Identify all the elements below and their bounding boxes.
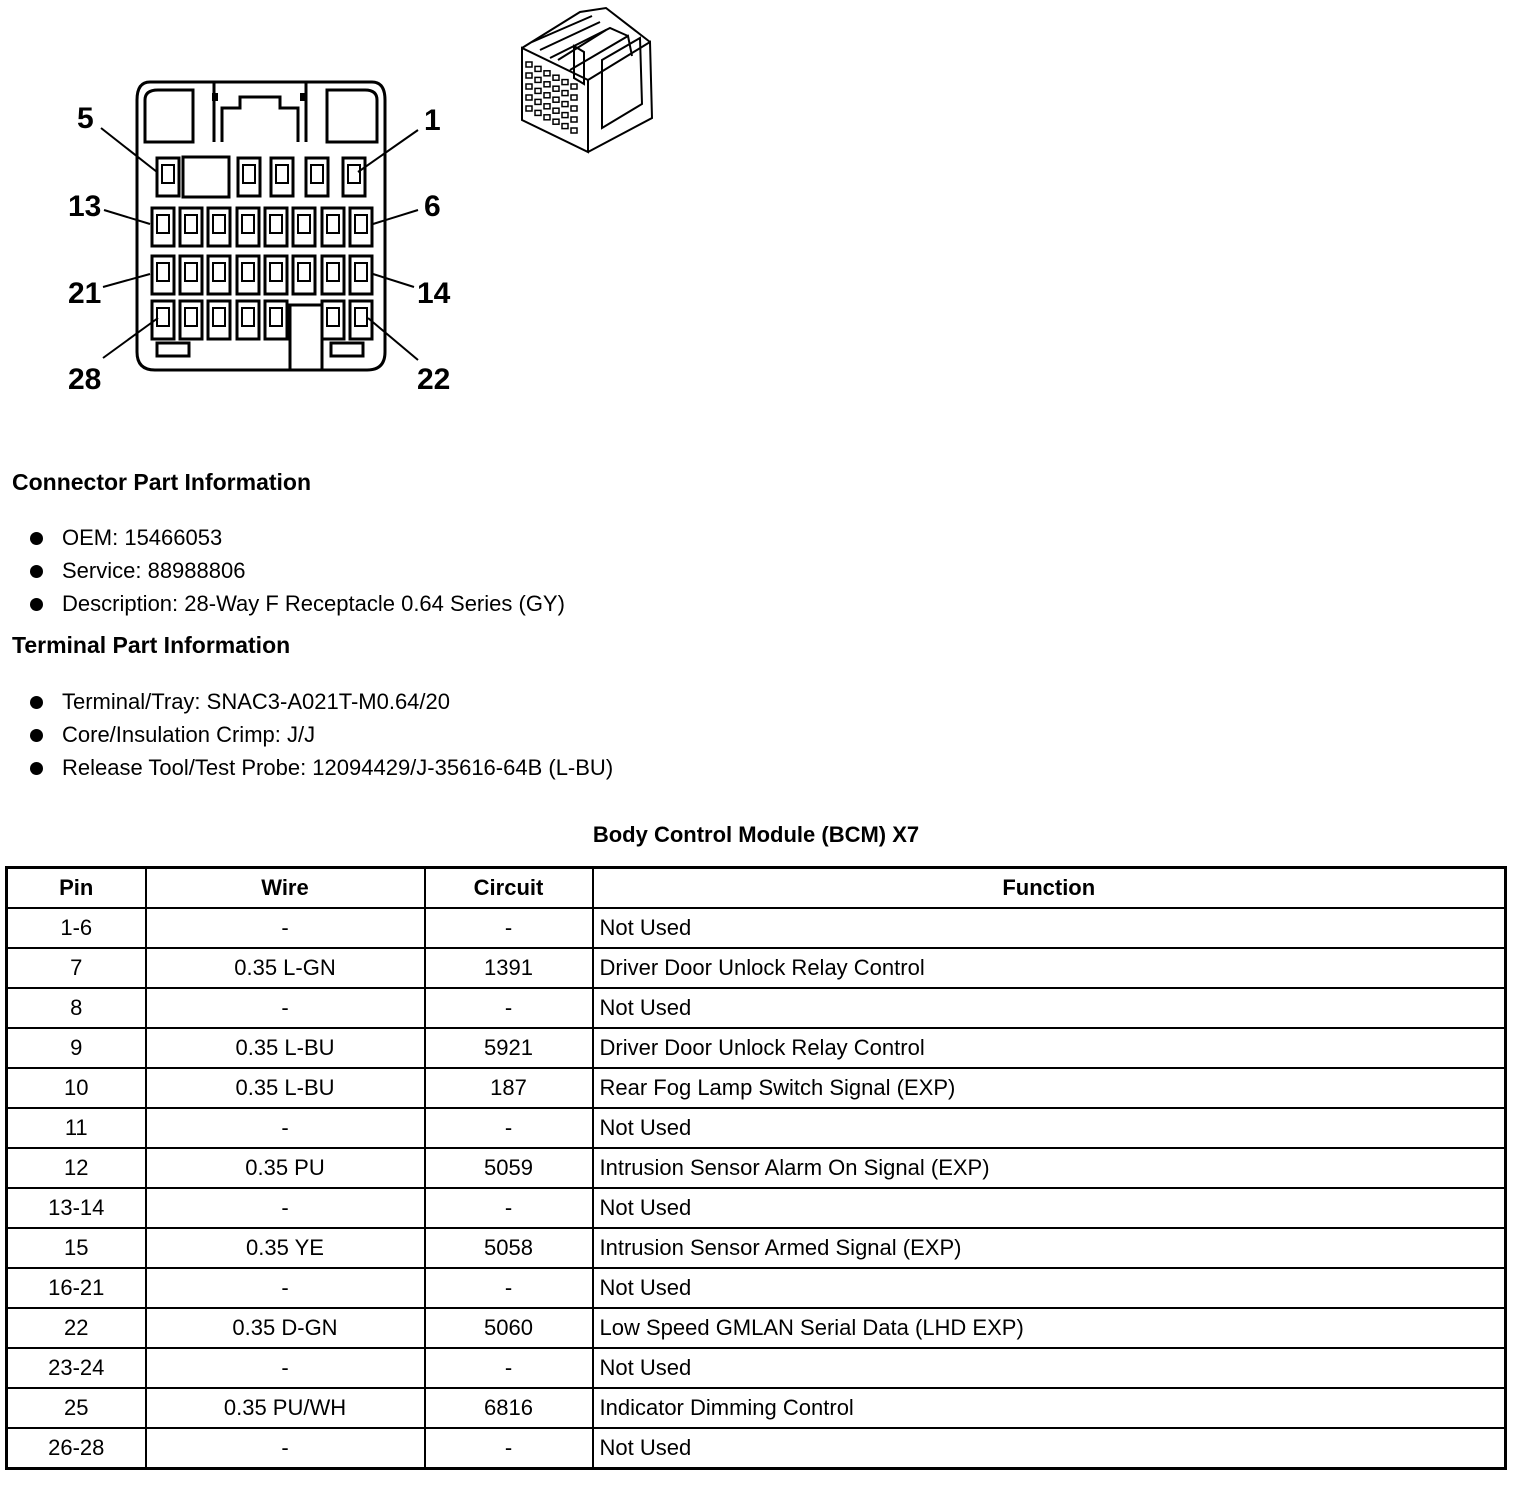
terminal-cavity-contact bbox=[242, 215, 254, 233]
terminal-cavity-contact bbox=[348, 165, 360, 183]
pin-cell: 8 bbox=[7, 988, 146, 1028]
list-item-text: Terminal/Tray: SNAC3-A021T-M0.64/20 bbox=[62, 689, 450, 714]
circuit-cell: 5059 bbox=[425, 1148, 593, 1188]
table-row bbox=[7, 1428, 1506, 1469]
terminal-cavity bbox=[237, 208, 259, 246]
pin-cell: 22 bbox=[7, 1308, 146, 1348]
terminal-cavity-contact bbox=[298, 263, 310, 281]
center-lock-tab bbox=[214, 82, 306, 142]
pin-label-5: 5 bbox=[77, 102, 94, 135]
iso-terminal-cavity bbox=[544, 71, 550, 76]
circuit-cell: 187 bbox=[425, 1068, 593, 1108]
iso-terminal-cavity bbox=[571, 106, 577, 111]
wire-cell: 0.35 PU bbox=[146, 1148, 425, 1188]
bottom-foot-left bbox=[157, 343, 189, 356]
bullet-icon bbox=[30, 565, 43, 578]
iso-terminal-cavity bbox=[544, 93, 550, 98]
wire-cell: - bbox=[146, 988, 425, 1028]
terminal-cavity-contact bbox=[270, 308, 282, 326]
list-item bbox=[30, 753, 613, 786]
terminal-cavity-contact bbox=[243, 165, 255, 183]
list-item-text: Release Tool/Test Probe: 12094429/J-35616-64B (L-BU) bbox=[62, 755, 614, 780]
bottom-foot-right bbox=[331, 343, 363, 356]
terminal-cavity-contact bbox=[157, 308, 169, 326]
list-item-text: Core/Insulation Crimp: J/J bbox=[62, 722, 316, 747]
lock-tab-slot-left bbox=[212, 93, 218, 101]
terminal-cavity-contact bbox=[185, 215, 197, 233]
iso-terminal-cavity bbox=[562, 91, 568, 96]
iso-terminal-cavity bbox=[535, 88, 541, 93]
table-row bbox=[7, 1268, 1506, 1308]
terminal-cavity-contact bbox=[327, 263, 339, 281]
function-cell: Not Used bbox=[593, 1348, 1506, 1388]
list-item bbox=[30, 589, 565, 622]
terminal-cavity-contact bbox=[157, 263, 169, 281]
circuit-cell: 5058 bbox=[425, 1228, 593, 1268]
circuit-cell: - bbox=[425, 908, 593, 948]
table-row bbox=[7, 988, 1506, 1028]
pin-cell: 16-21 bbox=[7, 1268, 146, 1308]
pinout-table-body bbox=[7, 908, 1506, 1469]
wire-cell: 0.35 L-BU bbox=[146, 1028, 425, 1068]
iso-terminal-cavity bbox=[544, 82, 550, 87]
iso-terminal-cavity bbox=[535, 110, 541, 115]
pin-label-13: 13 bbox=[68, 190, 102, 223]
terminal-cavity bbox=[265, 208, 287, 246]
pin-cell: 12 bbox=[7, 1148, 146, 1188]
terminal-cavity bbox=[265, 301, 287, 339]
list-item-text: OEM: 15466053 bbox=[62, 525, 223, 550]
circuit-cell: 5060 bbox=[425, 1308, 593, 1348]
iso-terminal-cavity bbox=[526, 106, 532, 111]
pin-cell: 15 bbox=[7, 1228, 146, 1268]
terminal-cavity bbox=[293, 208, 315, 246]
wire-cell: 0.35 PU/WH bbox=[146, 1388, 425, 1428]
table-row bbox=[7, 1108, 1506, 1148]
circuit-cell: - bbox=[425, 1348, 593, 1388]
circuit-cell: - bbox=[425, 988, 593, 1028]
connector-isometric-diagram bbox=[510, 0, 670, 160]
pin-label-22: 22 bbox=[417, 363, 451, 396]
function-cell: Driver Door Unlock Relay Control bbox=[593, 1028, 1506, 1068]
iso-terminal-cavity bbox=[562, 102, 568, 107]
terminal-cavity-contact bbox=[185, 308, 197, 326]
pin-label-14: 14 bbox=[417, 277, 451, 310]
terminal-cavity-contact bbox=[242, 308, 254, 326]
bullet-icon bbox=[30, 729, 43, 742]
wire-cell: - bbox=[146, 1108, 425, 1148]
table-row bbox=[7, 1388, 1506, 1428]
terminal-cavity-contact bbox=[311, 165, 323, 183]
list-item-text: Description: 28-Way F Receptacle 0.64 Series (GY) bbox=[62, 591, 565, 616]
table-row bbox=[7, 1308, 1506, 1348]
lock-tab-slot-right bbox=[300, 93, 306, 101]
terminal-cavity-contact bbox=[213, 308, 225, 326]
iso-terminal-cavity bbox=[562, 80, 568, 85]
terminal-cavity bbox=[343, 158, 365, 196]
pin-cell: 23-24 bbox=[7, 1348, 146, 1388]
bullet-icon bbox=[30, 696, 43, 709]
terminal-cavity bbox=[180, 208, 202, 246]
terminal-cavity bbox=[152, 208, 174, 246]
iso-terminal-cavity bbox=[562, 113, 568, 118]
iso-terminal-cavity bbox=[526, 73, 532, 78]
circuit-cell: - bbox=[425, 1108, 593, 1148]
terminal-cavity-contact bbox=[157, 215, 169, 233]
bullet-icon bbox=[30, 762, 43, 775]
terminal-cavity bbox=[265, 256, 287, 294]
pin-cell: 25 bbox=[7, 1388, 146, 1428]
circuit-cell: 5921 bbox=[425, 1028, 593, 1068]
iso-terminal-cavity bbox=[553, 108, 559, 113]
table-header-row bbox=[7, 868, 1506, 909]
left-latch-cutout bbox=[145, 90, 193, 142]
terminal-cavity bbox=[180, 256, 202, 294]
pin-label-6: 6 bbox=[424, 190, 441, 223]
list-item bbox=[30, 720, 613, 753]
pin-cell: 13-14 bbox=[7, 1188, 146, 1228]
column-header-circuit: Circuit bbox=[425, 868, 593, 909]
terminal-cavity bbox=[350, 301, 372, 339]
terminal-cavity-contact bbox=[355, 308, 367, 326]
function-cell: Driver Door Unlock Relay Control bbox=[593, 948, 1506, 988]
terminal-cavity bbox=[157, 158, 179, 196]
connector-part-info-list bbox=[30, 523, 565, 622]
function-cell: Not Used bbox=[593, 1188, 1506, 1228]
pin-cell: 26-28 bbox=[7, 1428, 146, 1469]
iso-terminal-cavity bbox=[571, 117, 577, 122]
function-cell: Not Used bbox=[593, 1108, 1506, 1148]
circuit-cell: 1391 bbox=[425, 948, 593, 988]
iso-terminal-cavity bbox=[562, 124, 568, 129]
terminal-cavity bbox=[293, 256, 315, 294]
function-cell: Not Used bbox=[593, 1268, 1506, 1308]
connector-face-diagram bbox=[0, 0, 480, 420]
wire-cell: 0.35 L-GN bbox=[146, 948, 425, 988]
wire-cell: - bbox=[146, 908, 425, 948]
terminal-cavity bbox=[322, 208, 344, 246]
pin-cell: 7 bbox=[7, 948, 146, 988]
list-item bbox=[30, 687, 613, 720]
pin-cell: 9 bbox=[7, 1028, 146, 1068]
terminal-cavity-contact bbox=[213, 263, 225, 281]
list-item bbox=[30, 523, 565, 556]
terminal-cavity-contact bbox=[213, 215, 225, 233]
iso-terminal-cavity bbox=[526, 84, 532, 89]
iso-terminal-cavity bbox=[571, 128, 577, 133]
terminal-cavity bbox=[306, 158, 328, 196]
pin-cell: 11 bbox=[7, 1108, 146, 1148]
bottom-notch bbox=[290, 305, 322, 370]
table-row bbox=[7, 1228, 1506, 1268]
terminal-cavity bbox=[208, 208, 230, 246]
terminal-cavity bbox=[208, 301, 230, 339]
list-item-text: Service: 88988806 bbox=[62, 558, 246, 583]
polarization-key bbox=[183, 157, 229, 197]
terminal-cavity-contact bbox=[162, 165, 174, 183]
terminal-cavity bbox=[237, 256, 259, 294]
pin-cell: 10 bbox=[7, 1068, 146, 1108]
function-cell: Indicator Dimming Control bbox=[593, 1388, 1506, 1428]
table-row bbox=[7, 948, 1506, 988]
terminal-cavity bbox=[350, 208, 372, 246]
iso-terminal-cavity bbox=[544, 115, 550, 120]
pinout-table bbox=[5, 866, 1507, 1470]
iso-terminal-cavity bbox=[535, 66, 541, 71]
iso-terminal-cavity bbox=[553, 86, 559, 91]
iso-terminal-cavity bbox=[526, 62, 532, 67]
connector-part-info-heading: Connector Part Information bbox=[12, 469, 312, 495]
pin-label-21: 21 bbox=[68, 277, 102, 310]
terminal-cavity-contact bbox=[355, 215, 367, 233]
table-row bbox=[7, 1348, 1506, 1388]
circuit-cell: - bbox=[425, 1268, 593, 1308]
function-cell: Not Used bbox=[593, 1428, 1506, 1469]
terminal-cavity bbox=[322, 256, 344, 294]
table-row bbox=[7, 1068, 1506, 1108]
circuit-cell: - bbox=[425, 1188, 593, 1228]
wire-cell: 0.35 D-GN bbox=[146, 1308, 425, 1348]
terminal-cavity bbox=[237, 301, 259, 339]
iso-terminal-cavity bbox=[571, 95, 577, 100]
terminal-part-info-list bbox=[30, 687, 613, 786]
terminal-cavity bbox=[322, 301, 344, 339]
wire-cell: - bbox=[146, 1188, 425, 1228]
bullet-icon bbox=[30, 532, 43, 545]
table-row bbox=[7, 1148, 1506, 1188]
table-title: Body Control Module (BCM) X7 bbox=[592, 822, 920, 847]
iso-terminal-cavity bbox=[553, 119, 559, 124]
terminal-cavity-contact bbox=[242, 263, 254, 281]
iso-terminal-cavity bbox=[535, 77, 541, 82]
function-cell: Not Used bbox=[593, 988, 1506, 1028]
terminal-cavities bbox=[152, 158, 372, 339]
column-header-pin: Pin bbox=[7, 868, 146, 909]
terminal-cavity-contact bbox=[298, 215, 310, 233]
function-cell: Low Speed GMLAN Serial Data (LHD EXP) bbox=[593, 1308, 1506, 1348]
iso-terminal-cavity bbox=[553, 97, 559, 102]
terminal-part-info-heading: Terminal Part Information bbox=[12, 632, 291, 658]
terminal-cavity-contact bbox=[270, 215, 282, 233]
wire-cell: 0.35 YE bbox=[146, 1228, 425, 1268]
terminal-cavity-contact bbox=[327, 308, 339, 326]
wire-cell: 0.35 L-BU bbox=[146, 1068, 425, 1108]
iso-terminal-cavity bbox=[544, 104, 550, 109]
bullet-icon bbox=[30, 598, 43, 611]
column-header-wire: Wire bbox=[146, 868, 425, 909]
terminal-cavity bbox=[152, 256, 174, 294]
iso-terminal-cavities bbox=[526, 62, 577, 133]
iso-terminal-cavity bbox=[535, 99, 541, 104]
pin-cell: 1-6 bbox=[7, 908, 146, 948]
terminal-cavity bbox=[208, 256, 230, 294]
pin-label-1: 1 bbox=[424, 104, 441, 137]
right-latch-cutout bbox=[327, 90, 377, 142]
terminal-cavity-contact bbox=[276, 165, 288, 183]
wire-cell: - bbox=[146, 1348, 425, 1388]
wire-cell: - bbox=[146, 1268, 425, 1308]
table-row bbox=[7, 1188, 1506, 1228]
function-cell: Rear Fog Lamp Switch Signal (EXP) bbox=[593, 1068, 1506, 1108]
wire-cell: - bbox=[146, 1428, 425, 1469]
terminal-cavity bbox=[350, 256, 372, 294]
circuit-cell: - bbox=[425, 1428, 593, 1469]
function-cell: Intrusion Sensor Alarm On Signal (EXP) bbox=[593, 1148, 1506, 1188]
terminal-cavity-contact bbox=[270, 263, 282, 281]
pin-label-28: 28 bbox=[68, 363, 102, 396]
table-row bbox=[7, 908, 1506, 948]
list-item bbox=[30, 556, 565, 589]
function-cell: Intrusion Sensor Armed Signal (EXP) bbox=[593, 1228, 1506, 1268]
circuit-cell: 6816 bbox=[425, 1388, 593, 1428]
terminal-cavity-contact bbox=[355, 263, 367, 281]
terminal-cavity-contact bbox=[327, 215, 339, 233]
terminal-cavity-contact bbox=[185, 263, 197, 281]
terminal-cavity bbox=[271, 158, 293, 196]
function-cell: Not Used bbox=[593, 908, 1506, 948]
iso-terminal-cavity bbox=[571, 84, 577, 89]
column-header-function: Function bbox=[593, 868, 1506, 909]
iso-terminal-cavity bbox=[553, 75, 559, 80]
iso-terminal-cavity bbox=[526, 95, 532, 100]
table-row bbox=[7, 1028, 1506, 1068]
terminal-cavity bbox=[180, 301, 202, 339]
terminal-cavity bbox=[238, 158, 260, 196]
